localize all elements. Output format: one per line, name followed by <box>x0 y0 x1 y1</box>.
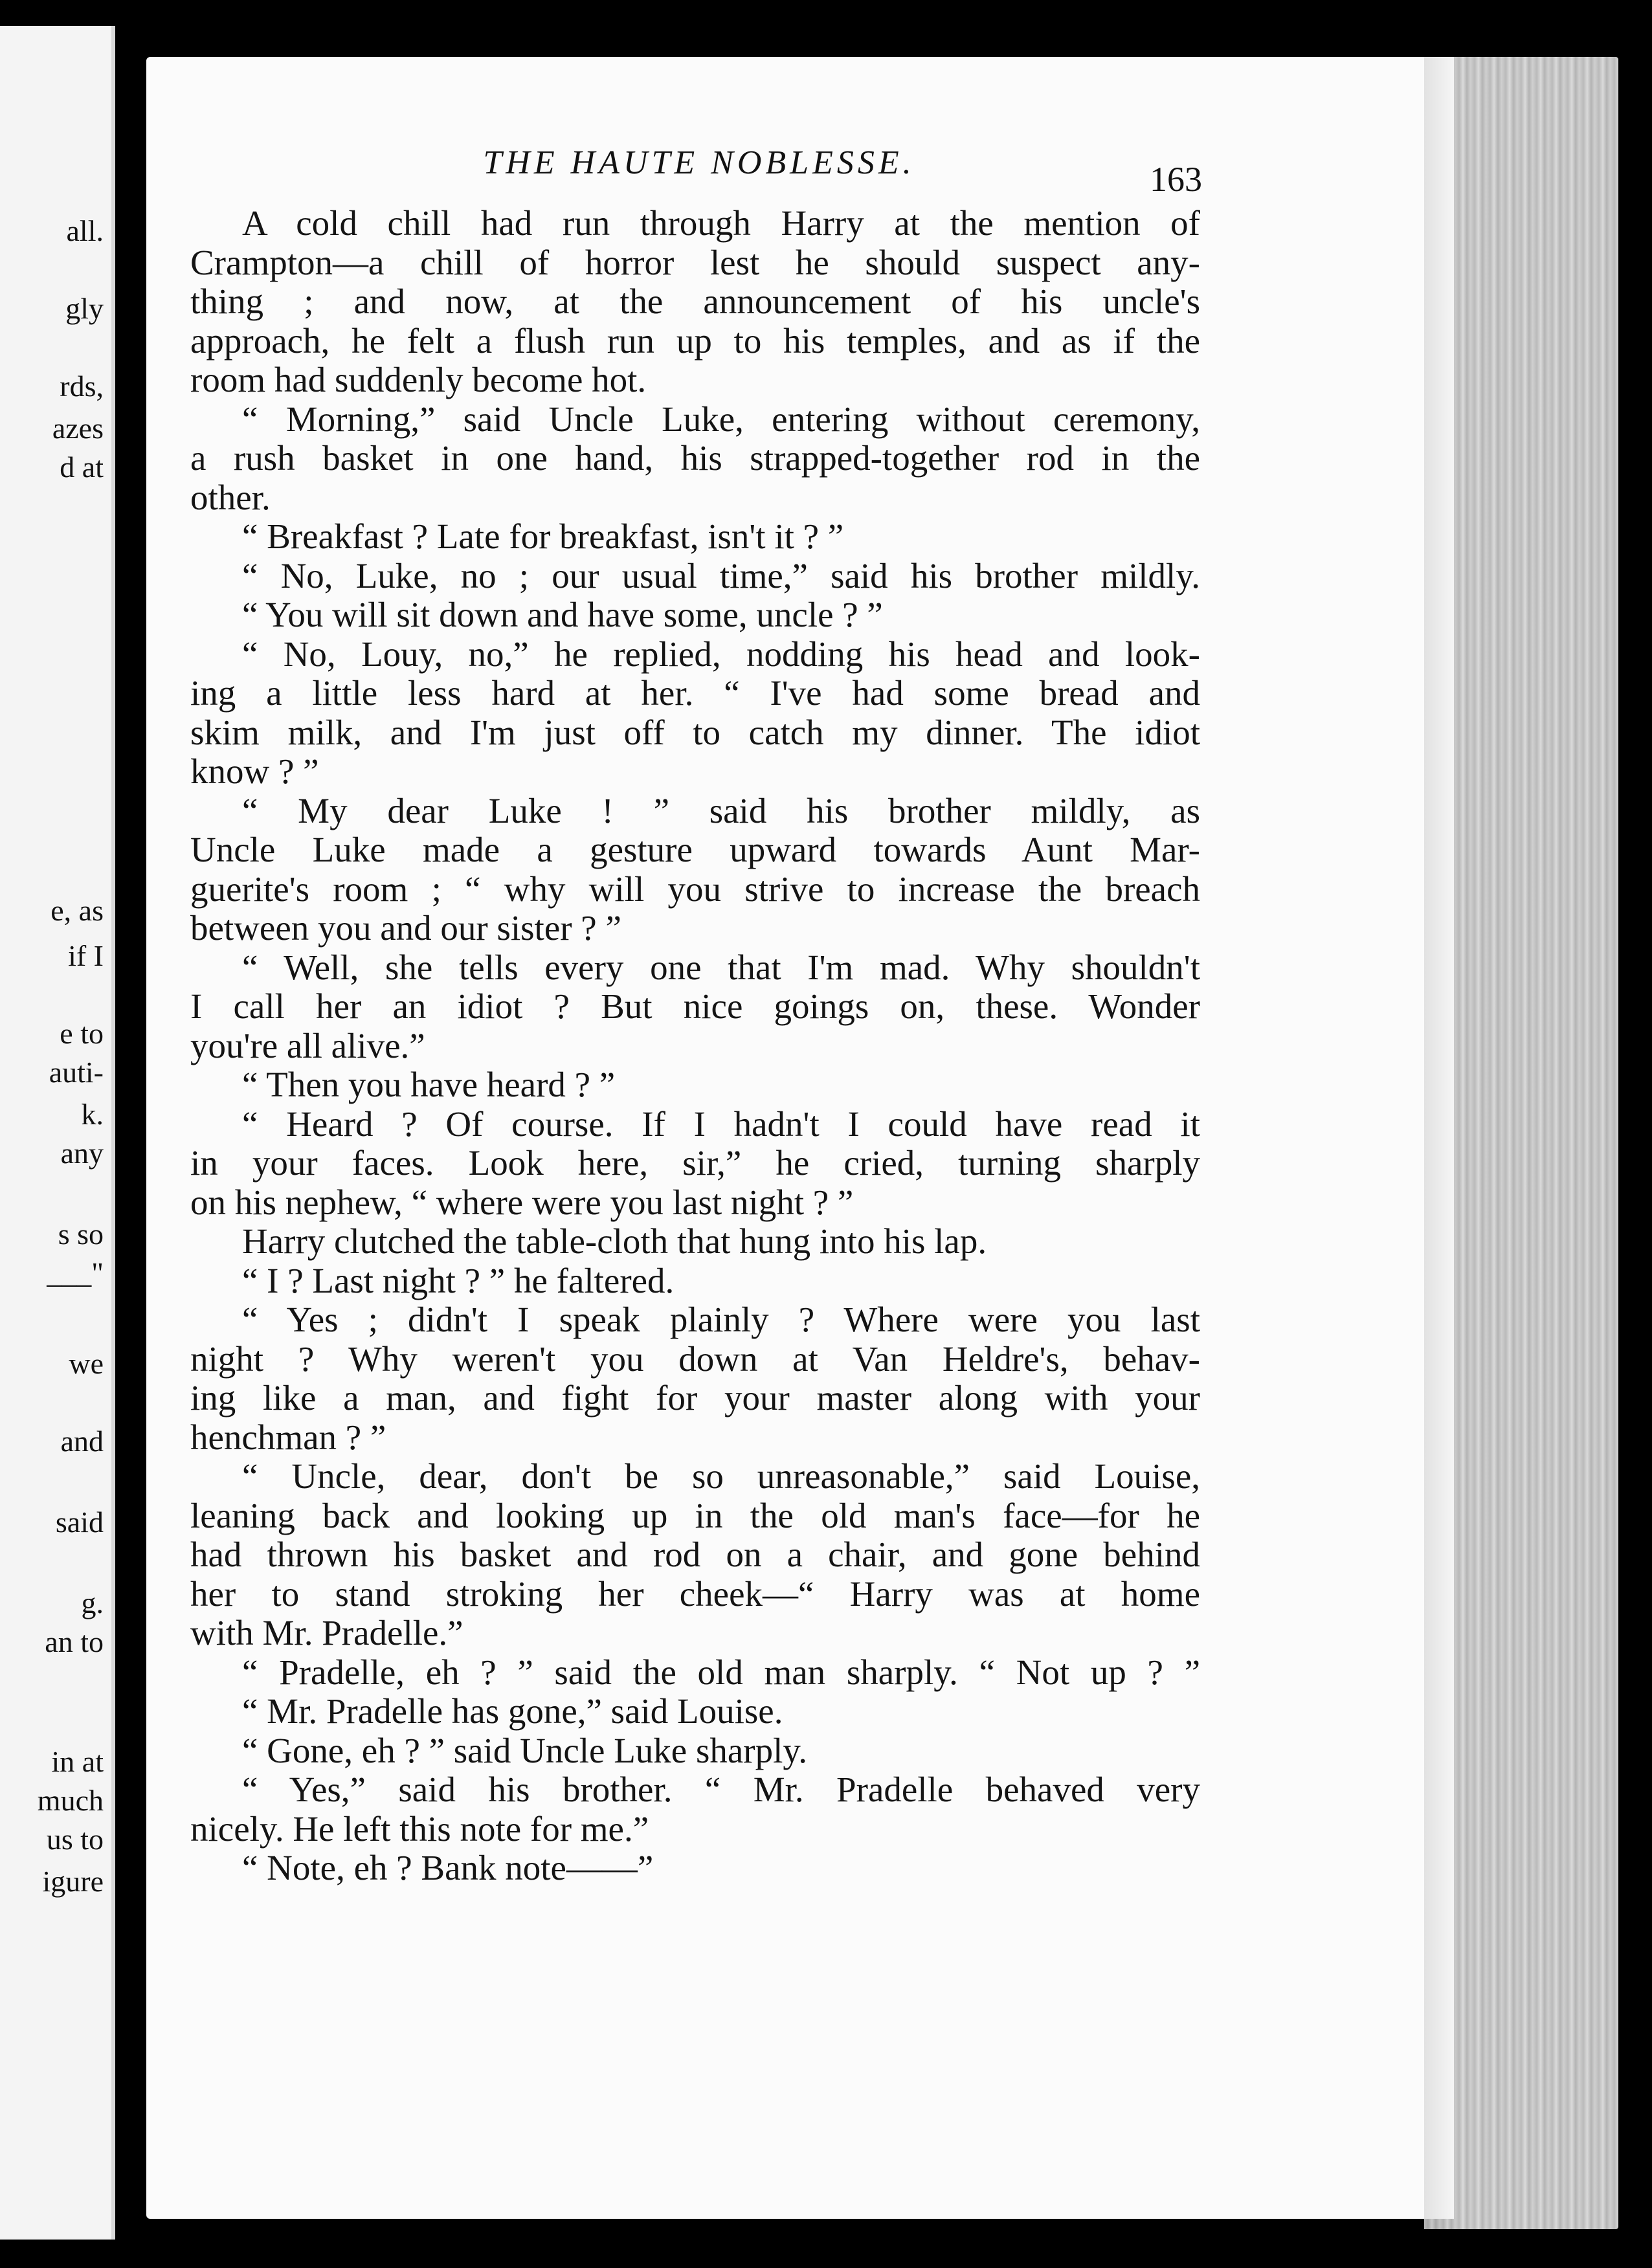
facing-page <box>0 26 115 2240</box>
facing-page-fragment: igure <box>42 1865 104 1898</box>
text-line: Crampton—a chill of horror lest he should suspect any- <box>190 242 1200 282</box>
text-line: night ? Why weren't you down at Van Heldre's, behav- <box>190 1339 1200 1379</box>
text-line: approach, he felt a flush run up to his temples, and as if the <box>190 320 1200 361</box>
text-line: “ Uncle, dear, don't be so unreasonable,” said Louise, <box>242 1456 1200 1496</box>
text-line: on his nephew, “ where were you last night ? ” <box>190 1182 854 1222</box>
text-line: “ Then you have heard ? ” <box>242 1065 616 1104</box>
text-line: a rush basket in one hand, his strapped-together rod in the <box>190 438 1200 478</box>
page-number: 163 <box>1150 160 1202 199</box>
text-line: Uncle Luke made a gesture upward towards Aunt Mar- <box>190 830 1200 869</box>
text-line: skim milk, and I'm just off to catch my dinner. The idiot <box>190 712 1200 752</box>
text-line: room had suddenly become hot. <box>190 360 647 399</box>
text-line: ing like a man, and fight for your master along with your <box>190 1378 1200 1418</box>
text-line: “ Gone, eh ? ” said Uncle Luke sharply. <box>242 1730 808 1770</box>
text-line: “ Heard ? Of course. If I hadn't I could have read it <box>242 1104 1200 1144</box>
facing-page-fragment: e to <box>60 1017 104 1050</box>
facing-page-fragment: all. <box>66 214 104 247</box>
text-line: “ My dear Luke ! ” said his brother mildly, as <box>242 790 1200 830</box>
facing-page-fragment: e, as <box>50 894 104 927</box>
page-edge-shadow <box>1424 57 1463 2229</box>
text-line: Harry clutched the table-cloth that hung into his lap. <box>242 1221 987 1261</box>
facing-page-fragment: auti- <box>49 1056 104 1089</box>
text-line: “ Yes,” said his brother. “ Mr. Pradelle behaved very <box>242 1770 1200 1809</box>
text-line: other. <box>190 477 271 517</box>
text-line: “ Breakfast ? Late for breakfast, isn't it ? ” <box>242 517 844 556</box>
text-line: “ Pradelle, eh ? ” said the old man sharply. “ Not up ? ” <box>242 1652 1200 1692</box>
text-line: nicely. He left this note for me.” <box>190 1808 649 1849</box>
text-line: “ Morning,” said Uncle Luke, entering without ceremony, <box>242 399 1200 439</box>
facing-page-fragment: if I <box>68 939 104 972</box>
text-line: “ I ? Last night ? ” he faltered. <box>242 1260 675 1300</box>
text-line: henchman ? ” <box>190 1417 386 1457</box>
facing-page-fragment: g. <box>81 1586 104 1619</box>
facing-page-fragment: ___" <box>47 1256 104 1289</box>
text-line: “ No, Louy, no,” he replied, nodding his head and look- <box>242 634 1200 674</box>
facing-page-fragment: d at <box>60 450 104 484</box>
text-line: “ You will sit down and have some, uncle ? ” <box>242 595 883 634</box>
text-line: with Mr. Pradelle.” <box>190 1613 463 1652</box>
facing-page-fragment: k. <box>81 1098 104 1131</box>
text-line: you're all alive.” <box>190 1025 425 1065</box>
text-line: I call her an idiot ? But nice goings on, these. Wonder <box>190 986 1200 1026</box>
text-line: thing ; and now, at the announcement of his uncle's <box>190 282 1200 321</box>
text-line: “ Mr. Pradelle has gone,” said Louise. <box>242 1691 783 1731</box>
text-line: “ Yes ; didn't I speak plainly ? Where were you last <box>242 1300 1200 1339</box>
text-line: in your faces. Look here, sir,” he cried, turning sharply <box>190 1143 1200 1183</box>
text-line: leaning back and looking up in the old man's face—for he <box>190 1495 1200 1535</box>
facing-page-fragment: rds, <box>60 370 104 403</box>
facing-page-fragment: gly <box>65 292 104 325</box>
facing-page-fragment: an to <box>45 1625 104 1658</box>
facing-page-fragment: us to <box>46 1823 104 1856</box>
text-line: A cold chill had run through Harry at the mention of <box>242 203 1200 243</box>
text-line: had thrown his basket and rod on a chair, and gone behind <box>190 1535 1200 1574</box>
facing-page-fragment: any <box>60 1137 104 1170</box>
text-line: “ No, Luke, no ; our usual time,” said his brother mildly. <box>242 555 1200 595</box>
running-head: THE HAUTE NOBLESSE. <box>483 144 915 181</box>
facing-page-fragment: said <box>55 1506 104 1539</box>
facing-page-fragment: and <box>60 1425 104 1458</box>
facing-page-fragment: in at <box>51 1745 104 1778</box>
facing-page-fragment: much <box>37 1784 104 1817</box>
facing-page-fragment: azes <box>52 412 104 445</box>
text-line: her to stand stroking her cheek—“ Harry was at home <box>190 1573 1200 1614</box>
text-line: guerite's room ; “ why will you strive to increase the breach <box>190 869 1200 909</box>
text-line: “ Note, eh ? Bank note——” <box>242 1848 654 1887</box>
facing-page-fragment: s so <box>58 1217 104 1251</box>
facing-page-fragment: we <box>69 1347 104 1380</box>
text-line: between you and our sister ? ” <box>190 908 621 948</box>
text-line: ing a little less hard at her. “ I've had some bread and <box>190 673 1200 713</box>
body-text <box>190 204 1200 1888</box>
text-line: know ? ” <box>190 751 319 791</box>
text-line: “ Well, she tells every one that I'm mad. Why shouldn't <box>242 947 1200 987</box>
